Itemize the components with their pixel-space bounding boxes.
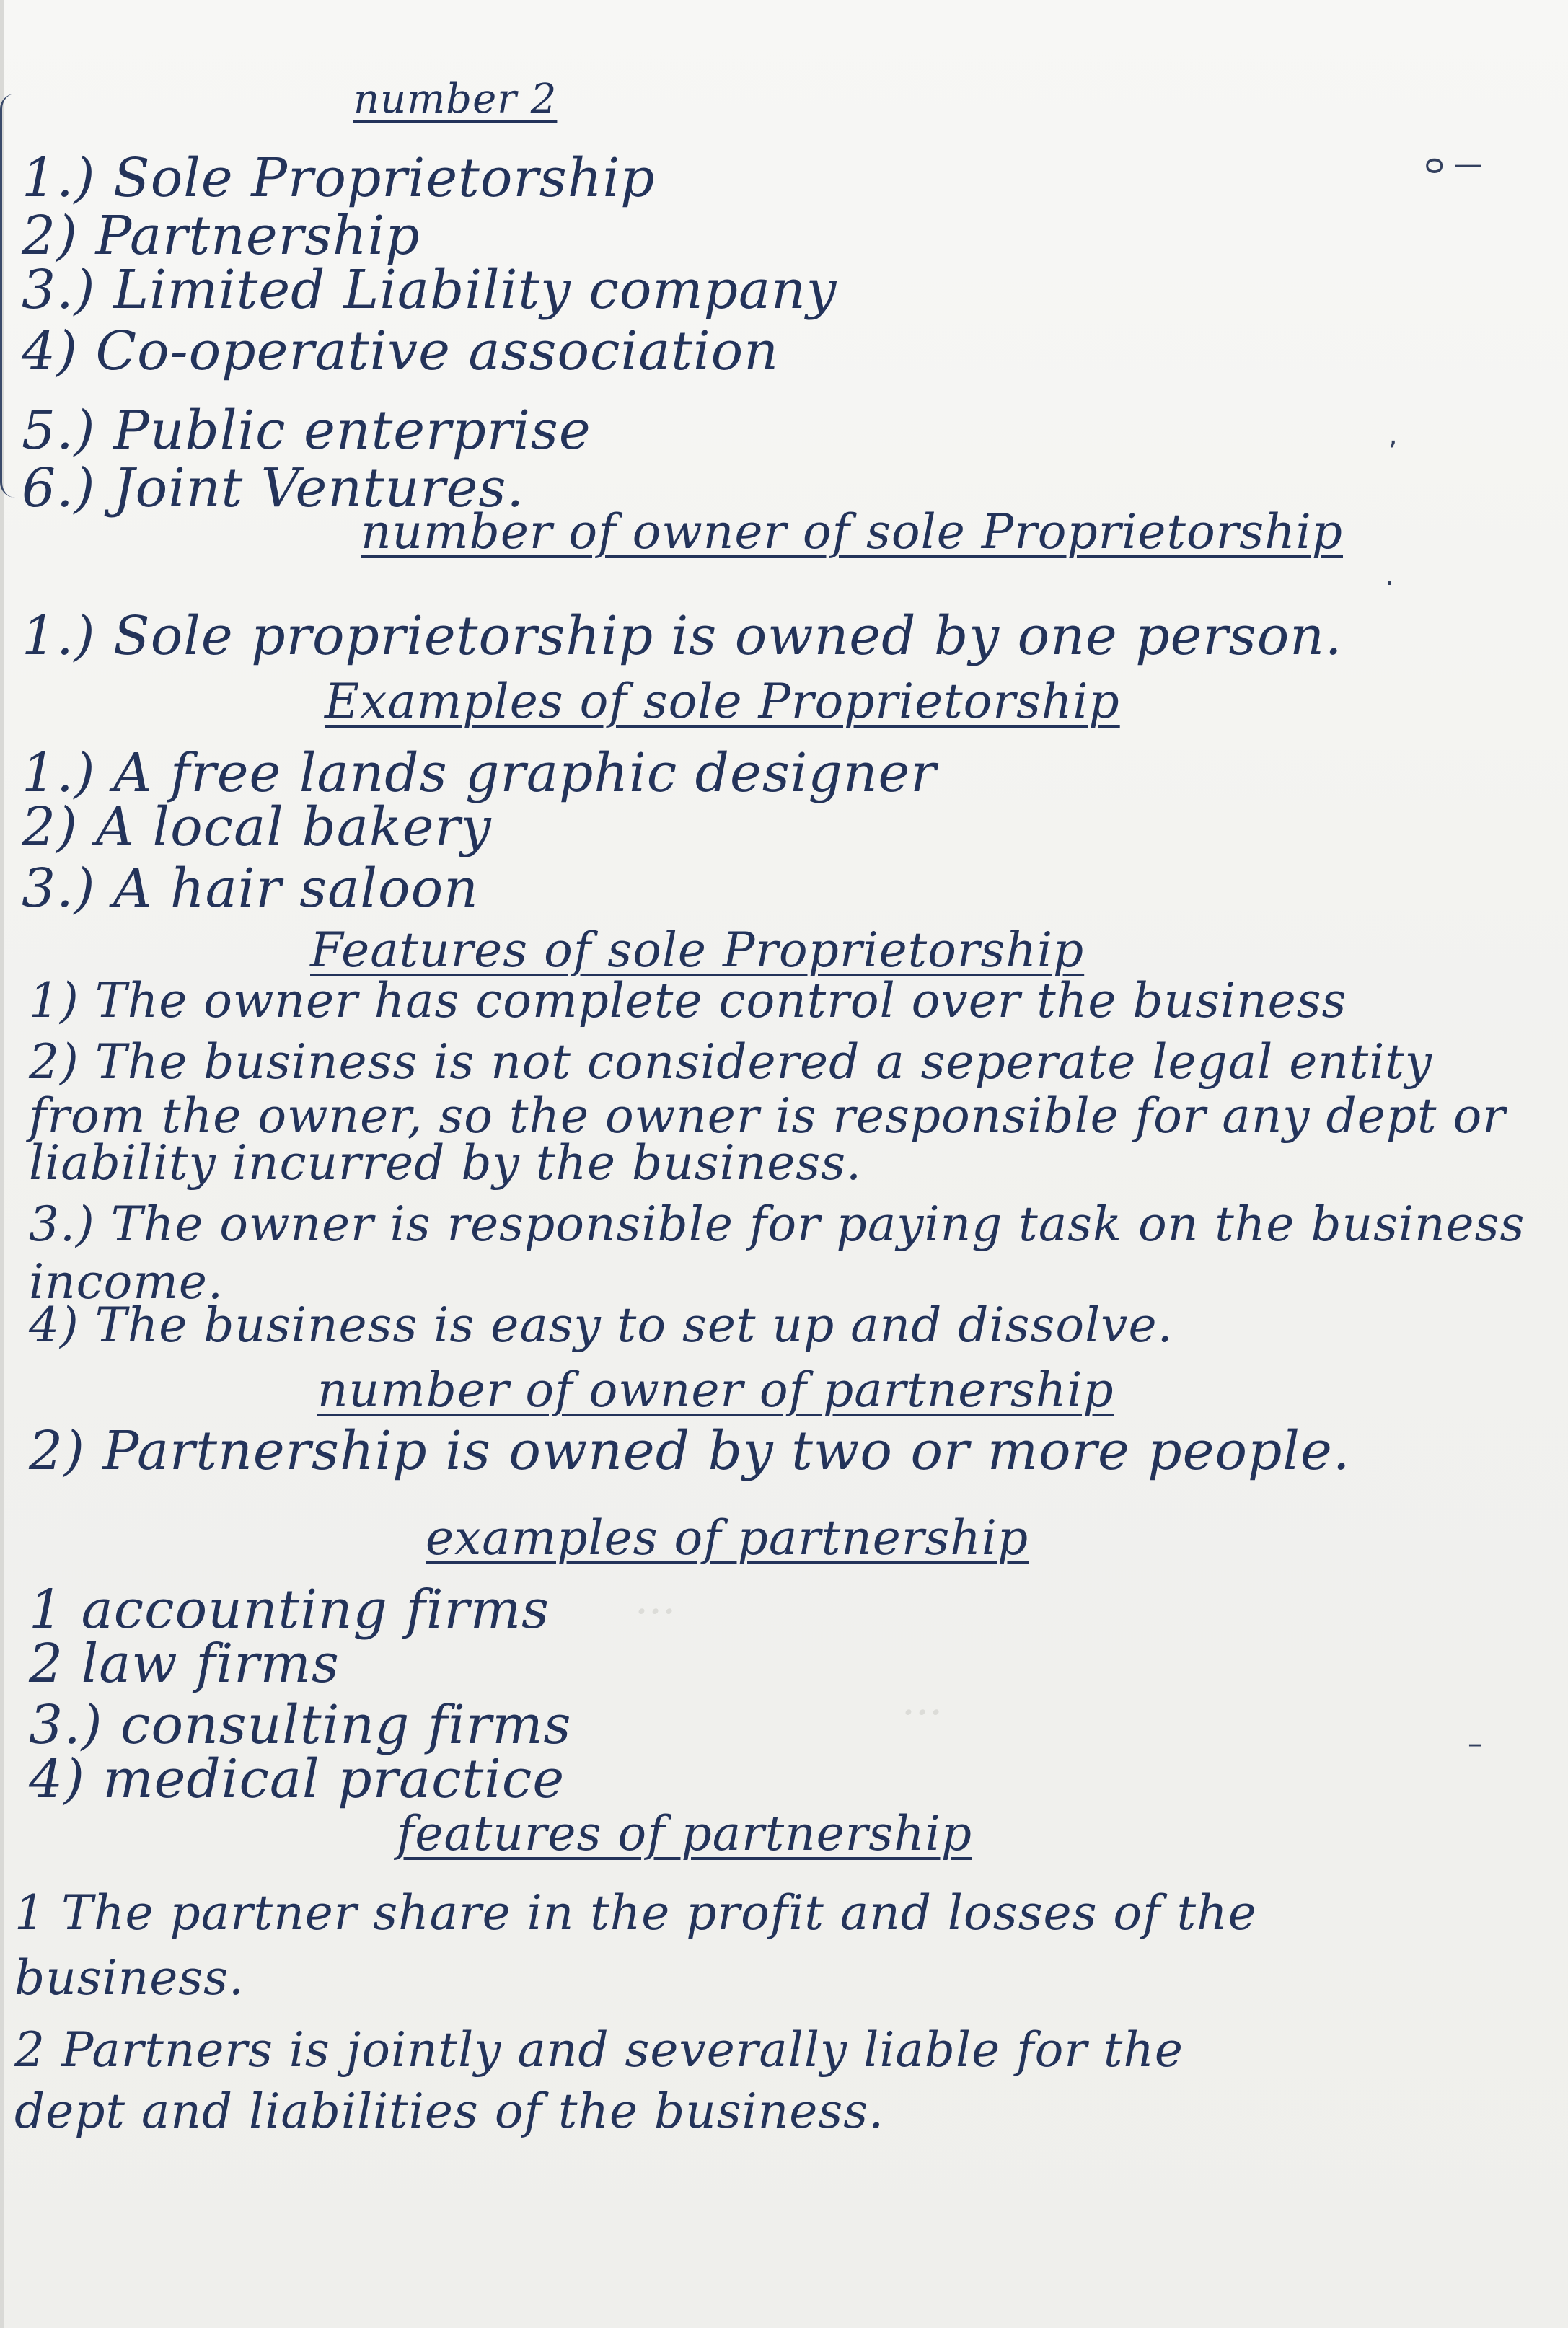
stray-mark: , (1388, 418, 1398, 451)
sole-features-heading: Features of sole Proprietorship (310, 922, 1085, 978)
sole-feature-line: income. (29, 1254, 224, 1310)
sole-feature-line: from the owner, so the owner is responsible for any dept or (29, 1088, 1506, 1144)
partnership-example-item: 2 law firms (29, 1633, 340, 1695)
business-type-item: 1.) Sole Proprietorship (22, 147, 656, 209)
partnership-feature-line: 1 The partner share in the profit and losses of the (14, 1885, 1257, 1941)
partnership-examples-heading: examples of partnership (426, 1510, 1029, 1566)
sole-example-item: 1.) A free lands graphic designer (22, 742, 937, 804)
stray-mark: ᴑ — (1424, 148, 1483, 181)
business-type-item: 3.) Limited Liability company (22, 259, 837, 321)
sole-feature-line: liability incurred by the business. (29, 1135, 863, 1191)
business-type-item: 6.) Joint Ventures. (22, 457, 524, 519)
stray-mark: . (1385, 559, 1394, 592)
partnership-feature-line: 2 Partners is jointly and severally liable for the (14, 2022, 1184, 2078)
business-type-item: 2) Partnership (22, 205, 420, 267)
partnership-owners-text: 2) Partnership is owned by two or more people. (29, 1420, 1351, 1482)
partnership-features-heading: features of partnership (397, 1806, 972, 1861)
margin-bracket (0, 94, 15, 498)
sole-feature-line: 1) The owner has complete control over the business (29, 973, 1347, 1028)
stray-mark: – (1468, 1727, 1482, 1760)
partnership-example-item: 1 accounting firms (29, 1579, 550, 1641)
sole-feature-line: 3.) The owner is responsible for paying task on the business (29, 1196, 1525, 1252)
business-type-item: 5.) Public enterprise (22, 400, 591, 462)
partnership-owners-heading: number of owner of partnership (317, 1362, 1114, 1418)
partnership-example-item: 4) medical practice (29, 1748, 565, 1810)
sole-feature-line: 2) The business is not considered a seperate legal entity (29, 1034, 1433, 1090)
partnership-feature-line: dept and liabilities of the business. (14, 2084, 885, 2139)
sole-owners-text: 1.) Sole proprietorship is owned by one person. (22, 605, 1343, 667)
partnership-example-item: 3.) consulting firms (29, 1694, 572, 1756)
sole-feature-line: 4) The business is easy to set up and dissolve. (29, 1297, 1173, 1353)
bleed-through-text: ··· (635, 1587, 677, 1637)
sole-owners-heading: number of owner of sole Proprietorship (361, 504, 1343, 560)
sole-example-item: 3.) A hair saloon (22, 857, 479, 920)
sole-example-item: 2) A local bakery (22, 796, 492, 858)
business-type-item: 4) Co-operative association (22, 320, 779, 382)
sole-examples-heading: Examples of sole Proprietorship (325, 674, 1120, 729)
bleed-through-text: ··· (902, 1688, 943, 1738)
partnership-feature-line: business. (14, 1950, 245, 2006)
page-title: number 2 (353, 76, 558, 123)
